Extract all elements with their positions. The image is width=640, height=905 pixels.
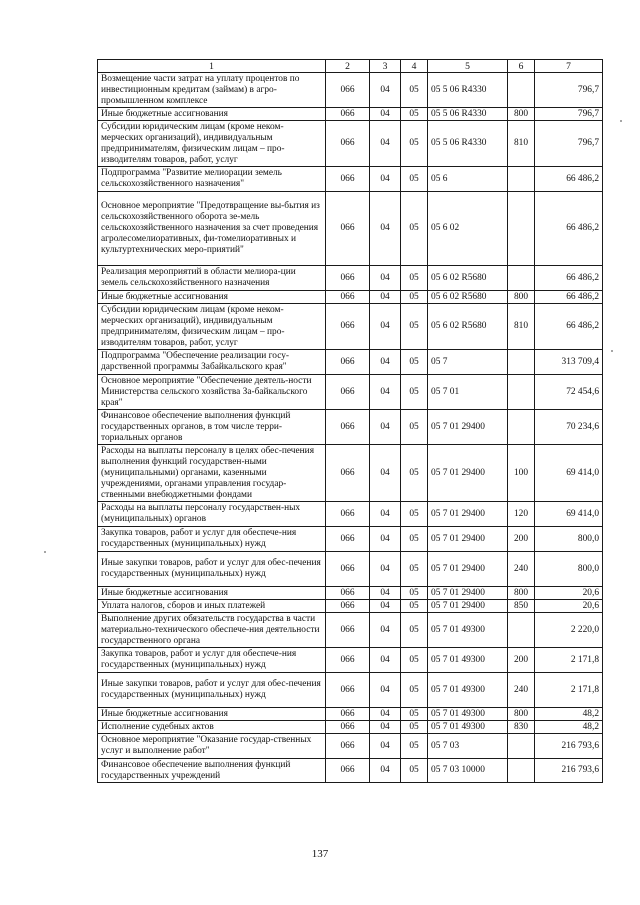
cell-vr [508,266,535,291]
cell-name: Иные бюджетные ассигнования [98,708,326,721]
cell-sum: 48,2 [535,708,603,721]
cell-csr: 05 7 01 [428,375,508,410]
cell-rz: 04 [370,73,401,108]
cell-ved: 066 [326,600,370,613]
cell-name: Субсидии юридическим лицам (кроме неком-мерческих организаций), индивидуальным предпринимателям, физическим лицам – про-изводителям товаров, работ, услуг [98,121,326,167]
cell-sum: 216 793,6 [535,759,603,783]
cell-vr: 240 [508,552,535,587]
cell-csr: 05 7 01 29400 [428,527,508,552]
cell-name: Иные бюджетные ассигнования [98,291,326,304]
cell-sum: 2 171,8 [535,673,603,708]
cell-ved: 066 [326,291,370,304]
cell-csr: 05 7 01 49300 [428,721,508,734]
cell-vr: 120 [508,502,535,527]
cell-sum: 2 171,8 [535,648,603,673]
cell-pr: 05 [401,445,428,502]
cell-csr: 05 5 06 R4330 [428,108,508,121]
cell-pr: 05 [401,266,428,291]
cell-pr: 05 [401,73,428,108]
cell-csr: 05 6 02 R5680 [428,304,508,350]
header-cell: 3 [370,60,401,73]
cell-rz: 04 [370,410,401,445]
cell-vr: 100 [508,445,535,502]
cell-sum: 70 234,6 [535,410,603,445]
cell-ved: 066 [326,167,370,192]
cell-rz: 04 [370,721,401,734]
cell-csr: 05 7 01 29400 [428,502,508,527]
cell-ved: 066 [326,108,370,121]
cell-pr: 05 [401,587,428,600]
cell-rz: 04 [370,291,401,304]
cell-sum: 66 486,2 [535,167,603,192]
cell-sum: 2 220,0 [535,613,603,648]
cell-sum: 66 486,2 [535,304,603,350]
cell-ved: 066 [326,410,370,445]
cell-name: Основное мероприятие "Оказание государ-ственных услуг и выполнение работ" [98,734,326,759]
table-row [98,266,603,291]
cell-sum: 20,6 [535,600,603,613]
cell-pr: 05 [401,167,428,192]
table-row [98,587,603,600]
cell-csr: 05 7 03 [428,734,508,759]
cell-vr [508,167,535,192]
table-row [98,721,603,734]
cell-csr: 05 6 02 R5680 [428,266,508,291]
cell-vr: 800 [508,291,535,304]
cell-pr: 05 [401,108,428,121]
cell-csr: 05 7 03 10000 [428,759,508,783]
cell-rz: 04 [370,502,401,527]
cell-ved: 066 [326,445,370,502]
cell-name: Основное мероприятие "Предотвращение вы-бытия из сельскохозяйственного оборота зе-мель сельскохозяйственного назначения за счет проведения агролесомелиоративных, фи-томелиоративных и культуртехнических меро-приятий" [98,192,326,266]
table-row [98,648,603,673]
cell-ved: 066 [326,350,370,375]
cell-ved: 066 [326,648,370,673]
cell-rz: 04 [370,375,401,410]
cell-vr [508,410,535,445]
cell-vr: 800 [508,587,535,600]
cell-vr: 830 [508,721,535,734]
cell-csr: 05 6 [428,167,508,192]
cell-vr [508,73,535,108]
table-row [98,552,603,587]
budget-table [97,59,603,783]
cell-pr: 05 [401,721,428,734]
cell-rz: 04 [370,552,401,587]
cell-ved: 066 [326,721,370,734]
cell-pr: 05 [401,708,428,721]
table-row [98,527,603,552]
cell-ved: 066 [326,673,370,708]
cell-rz: 04 [370,734,401,759]
cell-ved: 066 [326,759,370,783]
cell-rz: 04 [370,613,401,648]
cell-csr: 05 7 01 49300 [428,648,508,673]
cell-rz: 04 [370,304,401,350]
table-row [98,502,603,527]
cell-ved: 066 [326,613,370,648]
cell-pr: 05 [401,375,428,410]
cell-vr: 800 [508,108,535,121]
cell-name: Уплата налогов, сборов и иных платежей [98,600,326,613]
header-row [98,60,603,73]
cell-sum: 72 454,6 [535,375,603,410]
cell-pr: 05 [401,648,428,673]
cell-ved: 066 [326,587,370,600]
table-row [98,410,603,445]
cell-name: Финансовое обеспечение выполнения функций государственных органов, в том числе терри-ториальных органов [98,410,326,445]
table-row [98,734,603,759]
cell-vr: 850 [508,600,535,613]
cell-rz: 04 [370,266,401,291]
cell-vr: 200 [508,527,535,552]
scan-speck [620,120,622,122]
page-number: 137 [311,848,329,860]
cell-rz: 04 [370,192,401,266]
cell-sum: 796,7 [535,108,603,121]
cell-sum: 69 414,0 [535,502,603,527]
table-row [98,759,603,783]
cell-name: Подпрограмма "Обеспечение реализации госу-дарственной программы Забайкальского края" [98,350,326,375]
cell-pr: 05 [401,121,428,167]
table-body [98,60,603,783]
header-cell: 1 [98,60,326,73]
cell-ved: 066 [326,375,370,410]
table-row [98,192,603,266]
cell-rz: 04 [370,673,401,708]
cell-sum: 800,0 [535,552,603,587]
table-row [98,600,603,613]
cell-csr: 05 7 01 49300 [428,708,508,721]
cell-csr: 05 7 01 29400 [428,445,508,502]
cell-csr: 05 6 02 [428,192,508,266]
table-row [98,167,603,192]
cell-ved: 066 [326,734,370,759]
cell-sum: 66 486,2 [535,192,603,266]
scan-speck [44,551,46,553]
cell-sum: 216 793,6 [535,734,603,759]
table-row [98,613,603,648]
cell-csr: 05 6 02 R5680 [428,291,508,304]
cell-rz: 04 [370,648,401,673]
cell-pr: 05 [401,673,428,708]
cell-vr [508,350,535,375]
cell-vr [508,613,535,648]
cell-vr: 800 [508,708,535,721]
cell-csr: 05 7 01 29400 [428,410,508,445]
cell-sum: 66 486,2 [535,266,603,291]
cell-rz: 04 [370,600,401,613]
cell-name: Закупка товаров, работ и услуг для обеспече-ния государственных (муниципальных) нужд [98,527,326,552]
cell-pr: 05 [401,613,428,648]
cell-sum: 48,2 [535,721,603,734]
cell-ved: 066 [326,527,370,552]
cell-name: Выполнение других обязательств государства в части материально-технического обеспече-ния деятельности государственного органа [98,613,326,648]
cell-csr: 05 7 01 49300 [428,673,508,708]
cell-name: Финансовое обеспечение выполнения функций государственных учреждений [98,759,326,783]
cell-rz: 04 [370,587,401,600]
table-row [98,121,603,167]
table-row [98,708,603,721]
cell-pr: 05 [401,410,428,445]
cell-ved: 066 [326,502,370,527]
cell-pr: 05 [401,192,428,266]
cell-csr: 05 5 06 R4330 [428,121,508,167]
table-row [98,673,603,708]
cell-sum: 313 709,4 [535,350,603,375]
cell-name: Исполнение судебных актов [98,721,326,734]
cell-rz: 04 [370,759,401,783]
cell-ved: 066 [326,192,370,266]
cell-pr: 05 [401,759,428,783]
cell-name: Закупка товаров, работ и услуг для обеспече-ния государственных (муниципальных) нужд [98,648,326,673]
cell-rz: 04 [370,527,401,552]
cell-sum: 796,7 [535,121,603,167]
cell-sum: 66 486,2 [535,291,603,304]
header-cell: 4 [401,60,428,73]
header-cell: 5 [428,60,508,73]
cell-rz: 04 [370,708,401,721]
cell-csr: 05 5 06 R4330 [428,73,508,108]
table-row [98,350,603,375]
cell-sum: 20,6 [535,587,603,600]
cell-pr: 05 [401,291,428,304]
header-cell: 7 [535,60,603,73]
cell-name: Подпрограмма "Развитие мелиорации земель сельскохозяйственного назначения" [98,167,326,192]
cell-ved: 066 [326,266,370,291]
cell-csr: 05 7 01 29400 [428,587,508,600]
cell-pr: 05 [401,304,428,350]
cell-name: Иные бюджетные ассигнования [98,108,326,121]
cell-pr: 05 [401,527,428,552]
cell-vr: 810 [508,121,535,167]
cell-rz: 04 [370,350,401,375]
cell-name: Возмещение части затрат на уплату процентов по инвестиционным кредитам (займам) в агро-промышленном комплексе [98,73,326,108]
table-row [98,73,603,108]
cell-name: Расходы на выплаты персоналу в целях обес-печения выполнения функций государствен-ными (муниципальными) органами, казенными учреждениями, органами управления государ-ственными внебюджетными фондами [98,445,326,502]
cell-name: Субсидии юридическим лицам (кроме неком-мерческих организаций), индивидуальным предпринимателям, физическим лицам – про-изводителям товаров, работ, услуг [98,304,326,350]
table-row [98,291,603,304]
cell-sum: 800,0 [535,527,603,552]
cell-sum: 69 414,0 [535,445,603,502]
cell-vr [508,734,535,759]
cell-rz: 04 [370,167,401,192]
header-cell: 2 [326,60,370,73]
cell-ved: 066 [326,552,370,587]
cell-csr: 05 7 [428,350,508,375]
cell-name: Иные закупки товаров, работ и услуг для обес-печения государственных (муниципальных) нужд [98,552,326,587]
cell-vr [508,192,535,266]
cell-name: Расходы на выплаты персоналу государствен-ных (муниципальных) органов [98,502,326,527]
cell-csr: 05 7 01 49300 [428,613,508,648]
cell-ved: 066 [326,304,370,350]
cell-rz: 04 [370,445,401,502]
table-row [98,445,603,502]
cell-vr: 810 [508,304,535,350]
cell-ved: 066 [326,73,370,108]
cell-ved: 066 [326,708,370,721]
cell-rz: 04 [370,108,401,121]
cell-pr: 05 [401,600,428,613]
cell-sum: 796,7 [535,73,603,108]
cell-pr: 05 [401,552,428,587]
header-cell: 6 [508,60,535,73]
table-row [98,375,603,410]
scan-speck [611,350,613,352]
cell-vr: 200 [508,648,535,673]
cell-name: Иные бюджетные ассигнования [98,587,326,600]
cell-ved: 066 [326,121,370,167]
cell-name: Иные закупки товаров, работ и услуг для обес-печения государственных (муниципальных) нужд [98,673,326,708]
table-row [98,108,603,121]
cell-pr: 05 [401,502,428,527]
cell-rz: 04 [370,121,401,167]
cell-pr: 05 [401,350,428,375]
cell-pr: 05 [401,734,428,759]
cell-vr [508,759,535,783]
cell-name: Основное мероприятие "Обеспечение деятель-ности Министерства сельского хозяйства За-байкальского края" [98,375,326,410]
cell-csr: 05 7 01 29400 [428,552,508,587]
cell-csr: 05 7 01 29400 [428,600,508,613]
cell-vr [508,375,535,410]
cell-vr: 240 [508,673,535,708]
table-row [98,304,603,350]
cell-name: Реализация мероприятий в области мелиора-ции земель сельскохозяйственного назначения [98,266,326,291]
